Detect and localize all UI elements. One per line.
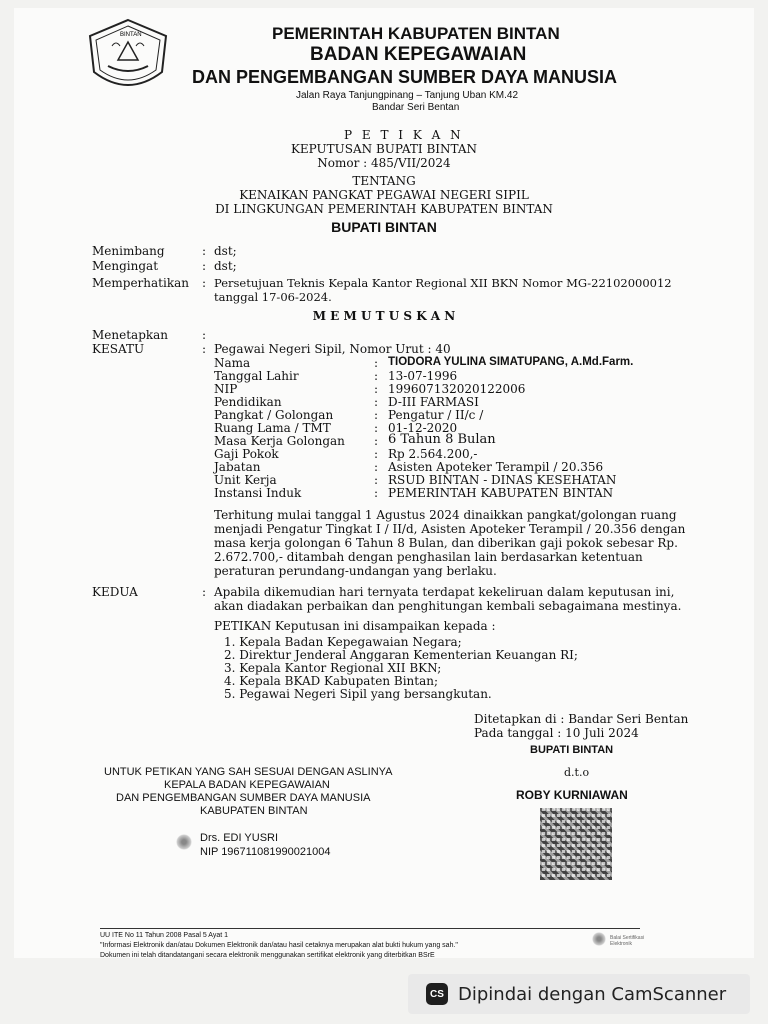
- kesatu-para-5: peraturan perundang-undangan yang berlaku.: [214, 564, 497, 578]
- certifier-name: Drs. EDI YUSRI: [200, 832, 279, 844]
- field-value: 6 Tahun 8 Bulan: [388, 432, 496, 447]
- camscanner-logo-icon: CS: [426, 983, 448, 1005]
- menetapkan-label: Menetapkan: [92, 328, 169, 342]
- camscanner-label: Dipindai dengan CamScanner: [458, 983, 727, 1005]
- perihal-1: KENAIKAN PANGKAT PEGAWAI NEGERI SIPIL: [239, 188, 529, 202]
- bupati-title: BUPATI BINTAN: [331, 219, 437, 235]
- field-label: Tanggal Lahir: [214, 369, 299, 383]
- menimbang-value: dst;: [214, 244, 237, 258]
- camscanner-watermark: [408, 974, 750, 1014]
- field-value: 13-07-1996: [388, 369, 458, 383]
- field-label: Nama: [214, 356, 251, 370]
- certify-line-3: DAN PENGEMBANGAN SUMBER DAYA MANUSIA: [116, 792, 371, 804]
- colon: :: [374, 447, 379, 461]
- field-label: Gaji Pokok: [214, 447, 279, 461]
- bsre-label: Balai Sertifikasi Elektronik: [610, 935, 645, 947]
- pada-tanggal: Pada tanggal : 10 Juli 2024: [474, 726, 639, 740]
- distribution-item: 2. Direktur Jenderal Anggaran Kementerian Keuangan RI;: [224, 648, 578, 662]
- footer-note-2: Dokumen ini telah ditandatangani secara elektronik menggunakan sertifikat elektronik yang diterbitkan BSrE: [100, 952, 435, 959]
- header-address-2: Bandar Seri Bentan: [372, 102, 460, 113]
- footer-law: UU ITE No 11 Tahun 2008 Pasal 5 Ayat 1: [100, 932, 229, 939]
- tentang: TENTANG: [352, 174, 416, 188]
- signer-title: BUPATI BINTAN: [530, 744, 614, 756]
- distribution-item: 1. Kepala Badan Kepegawaian Negara;: [224, 635, 462, 649]
- certify-line-2: KEPALA BADAN KEPEGAWAIAN: [164, 779, 330, 791]
- field-label: Jabatan: [214, 460, 261, 474]
- kesatu-para-2: menjadi Pengatur Tingkat I / II/d, Asisten Apoteker Terampil / 20.356 dengan: [214, 522, 686, 536]
- field-value: D-III FARMASI: [388, 395, 479, 409]
- header-line-1: PEMERINTAH KABUPATEN BINTAN: [272, 24, 560, 43]
- kesatu-para-4: 2.672.700,- ditambah dengan penghasilan lain berdasarkan ketentuan: [214, 550, 643, 564]
- kesatu-label: KESATU: [92, 342, 145, 356]
- keputusan-title: KEPUTUSAN BUPATI BINTAN: [290, 142, 478, 156]
- kedua-line-1: Apabila dikemudian hari ternyata terdapat kekeliruan dalam keputusan ini,: [214, 585, 675, 599]
- colon: :: [374, 395, 379, 409]
- colon: :: [374, 434, 379, 448]
- kedua-label: KEDUA: [92, 585, 138, 599]
- header-address-1: Jalan Raya Tanjungpinang – Tanjung Uban KM.42: [296, 90, 519, 101]
- memperhatikan-label: Memperhatikan: [92, 276, 189, 290]
- colon: :: [374, 408, 379, 422]
- colon: :: [374, 473, 379, 487]
- field-value: RSUD BINTAN - DINAS KESEHATAN: [388, 473, 617, 487]
- field-label: NIP: [214, 382, 238, 396]
- distribution-item: 3. Kepala Kantor Regional XII BKN;: [224, 661, 442, 675]
- colon: :: [202, 328, 207, 342]
- kesatu-intro: Pegawai Negeri Sipil, Nomor Urut : 40: [214, 342, 451, 356]
- qr-code-icon: [540, 808, 612, 880]
- perihal-2: DI LINGKUNGAN PEMERINTAH KABUPATEN BINTAN: [215, 202, 553, 216]
- colon: :: [202, 244, 207, 258]
- field-value: 199607132020122006: [388, 382, 526, 396]
- distribution-item: 5. Pegawai Negeri Sipil yang bersangkutan.: [224, 687, 492, 701]
- mengingat-value: dst;: [214, 259, 237, 273]
- colon: :: [374, 382, 379, 396]
- colon: :: [374, 369, 379, 383]
- distribution-item: 4. Kepala BKAD Kabupaten Bintan;: [224, 674, 439, 688]
- signer-name: ROBY KURNIAWAN: [516, 788, 628, 802]
- kedua-line-2: akan diadakan perbaikan dan penghitungan kembali sebagaimana mestinya.: [214, 599, 682, 613]
- dto: d.t.o: [564, 766, 590, 779]
- field-value-nama: TIODORA YULINA SIMATUPANG, A.Md.Farm.: [388, 356, 634, 368]
- colon: :: [202, 342, 207, 356]
- colon: :: [202, 259, 207, 273]
- field-label: Masa Kerja Golongan: [214, 434, 345, 448]
- field-label: Pangkat / Golongan: [214, 408, 334, 422]
- bsre-logo-icon: [592, 932, 606, 946]
- certify-line-1: UNTUK PETIKAN YANG SAH SESUAI DENGAN ASLINYA: [104, 766, 393, 778]
- memutuskan-title: M E M U T U S K A N: [312, 309, 456, 323]
- ditetapkan: Ditetapkan di : Bandar Seri Bentan: [474, 712, 689, 726]
- colon: :: [374, 460, 379, 474]
- nomor: Nomor : 485/VII/2024: [317, 156, 451, 170]
- bintan-emblem-icon: [82, 16, 174, 98]
- colon: :: [202, 276, 207, 290]
- certifier-nip: NIP 196711081990021004: [200, 846, 331, 858]
- memperhatikan-line-1: Persetujuan Teknis Kepala Kantor Regional XII BKN Nomor MG-22102000012: [214, 276, 672, 290]
- colon: :: [374, 486, 379, 500]
- kesatu-para-3: masa kerja golongan 6 Tahun 8 Bulan, dan diberikan gaji pokok sebesar Rp.: [214, 536, 678, 550]
- footer-divider: [100, 928, 640, 929]
- mengingat-label: Mengingat: [92, 259, 159, 273]
- field-value: 01-12-2020: [388, 421, 458, 435]
- menimbang-label: Menimbang: [92, 244, 165, 258]
- distribution-intro: PETIKAN Keputusan ini disampaikan kepada :: [214, 619, 496, 633]
- colon: :: [202, 585, 207, 599]
- header-line-3: DAN PENGEMBANGAN SUMBER DAYA MANUSIA: [192, 67, 618, 87]
- field-value: Rp 2.564.200,-: [388, 447, 478, 461]
- document-page: [14, 8, 754, 958]
- field-value: PEMERINTAH KABUPATEN BINTAN: [388, 486, 614, 500]
- field-value: Pengatur / II/c /: [388, 408, 484, 422]
- field-label: Unit Kerja: [214, 473, 277, 487]
- field-label: Instansi Induk: [214, 486, 302, 500]
- field-value: Asisten Apoteker Terampil / 20.356: [388, 460, 604, 474]
- bsre-seal-icon: [176, 834, 192, 850]
- colon: :: [374, 421, 379, 435]
- memperhatikan-line-2: tanggal 17-06-2024.: [214, 290, 332, 304]
- petikan-title: P E T I K A N: [344, 128, 464, 142]
- header-line-2: BADAN KEPEGAWAIAN: [310, 44, 527, 65]
- svg-text:BINTAN: BINTAN: [120, 32, 142, 38]
- kesatu-para-1: Terhitung mulai tanggal 1 Agustus 2024 dinaikkan pangkat/golongan ruang: [214, 508, 677, 522]
- certify-line-4: KABUPATEN BINTAN: [200, 805, 308, 817]
- field-label: Pendidikan: [214, 395, 282, 409]
- colon: :: [374, 356, 379, 370]
- footer-note-1: "Informasi Elektronik dan/atau Dokumen Elektronik dan/atau hasil cetaknya merupakan alat bukti hukum yang sah.": [100, 942, 458, 949]
- field-label: Ruang Lama / TMT: [214, 421, 331, 435]
